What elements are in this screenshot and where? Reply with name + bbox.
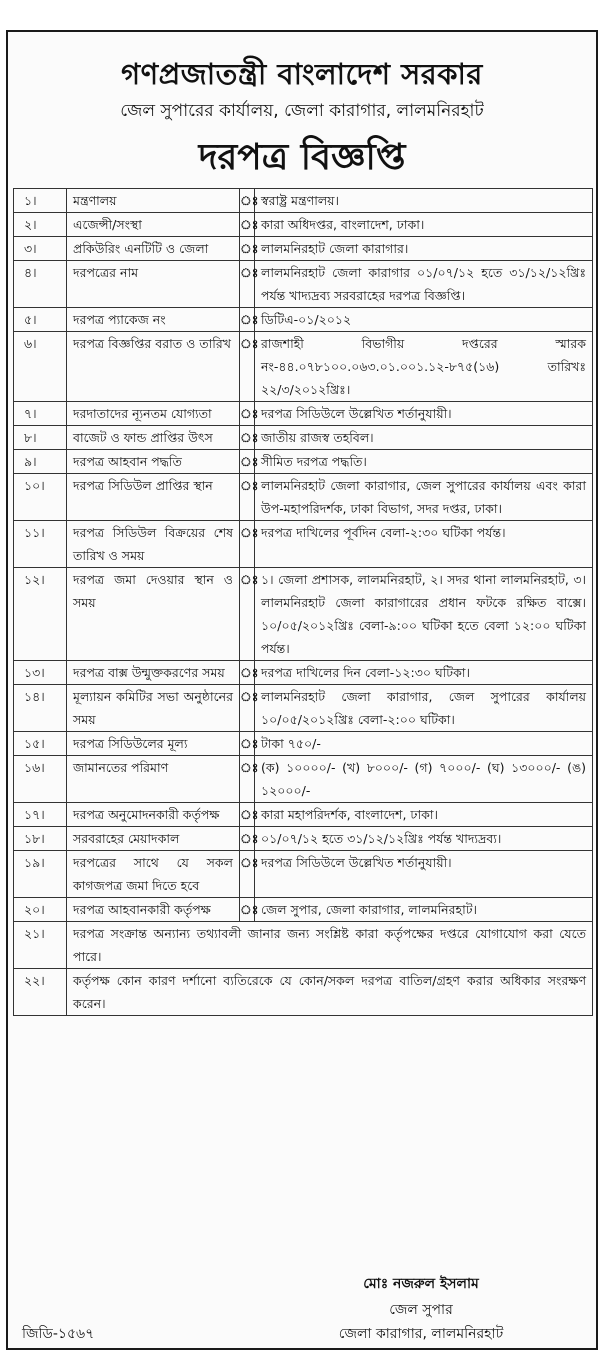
row-separator: ঃ — [240, 685, 255, 732]
row-serial: ৩। — [14, 237, 67, 261]
table-row — [14, 308, 593, 332]
table-row — [14, 521, 593, 568]
row-separator: ঃ — [240, 237, 255, 261]
row-value: দরপত্র সিডিউলে উল্লেখিত শর্তানুযায়ী। — [255, 402, 593, 426]
signatory-title: জেল সুপার — [389, 1302, 453, 1318]
table-row — [14, 474, 593, 521]
row-serial: ১৬। — [14, 756, 67, 803]
note-serial: ২১। — [14, 922, 67, 969]
row-value: লালমনিরহাট জেলা কারাগার, জেল সুপারের কার্যালয় এবং কারা উপ-মহাপরিদর্শক, ঢাকা বিভাগ, সদর দপ্তর, ঢাকা। — [255, 474, 593, 521]
row-label: দরপত্রের নাম — [67, 261, 240, 308]
row-serial: ৯। — [14, 450, 67, 474]
row-label: দরপত্র বাক্স উন্মুক্তকরণের সময় — [67, 661, 240, 685]
notice-title: দরপত্র বিজ্ঞপ্তি — [198, 137, 406, 178]
signatory-office: জেলা কারাগার, লালমনিরহাট — [338, 1326, 504, 1342]
row-serial: ৫। — [14, 308, 67, 332]
row-serial: ১২। — [14, 568, 67, 661]
row-separator: ঃ — [240, 898, 255, 922]
table-row — [14, 213, 593, 237]
row-label: দরপত্রের সাথে যে সকল কাগজপত্র জমা দিতে হবে — [67, 851, 240, 898]
note-text: কর্তৃপক্ষ কোন কারণ দর্শানো ব্যতিরেকে যে কোন/সকল দরপত্র বাতিল/গ্রহণ করার অধিকার সংরক্ষণ করেন। — [67, 969, 593, 1016]
row-separator: ঃ — [240, 308, 255, 332]
row-value: স্বরাষ্ট্র মন্ত্রণালয়। — [255, 189, 593, 213]
row-separator: ঃ — [240, 851, 255, 898]
row-separator: ঃ — [240, 827, 255, 851]
row-serial: ১১। — [14, 521, 67, 568]
row-separator: ঃ — [240, 568, 255, 661]
row-value: দরপত্র দাখিলের পূর্বদিন বেলা-২:৩০ ঘটিকা পর্যন্ত। — [255, 521, 593, 568]
row-value: জাতীয় রাজস্ব তহবিল। — [255, 426, 593, 450]
row-serial: ৬। — [14, 332, 67, 402]
row-serial: ২। — [14, 213, 67, 237]
row-serial: ১৯। — [14, 851, 67, 898]
row-serial: ৪। — [14, 261, 67, 308]
table-row — [14, 426, 593, 450]
row-serial: ১৩। — [14, 661, 67, 685]
row-value: দরপত্র দাখিলের দিন বেলা-১২:৩০ ঘটিকা। — [255, 661, 593, 685]
row-serial: ১৫। — [14, 732, 67, 756]
row-separator: ঃ — [240, 450, 255, 474]
row-separator: ঃ — [240, 521, 255, 568]
table-row — [14, 851, 593, 898]
row-separator: ঃ — [240, 756, 255, 803]
row-serial: ৮। — [14, 426, 67, 450]
row-separator: ঃ — [240, 426, 255, 450]
row-serial: ১৮। — [14, 827, 67, 851]
row-label: দরপত্র আহবানকারী কর্তৃপক্ষ — [67, 898, 240, 922]
row-value: জেল সুপার, জেলা কারাগার, লালমনিরহাট। — [255, 898, 593, 922]
row-serial: ১৪। — [14, 685, 67, 732]
row-label: জামানতের পরিমাণ — [67, 756, 240, 803]
row-value: রাজশাহী বিভাগীয় দপ্তরের স্মারক নং-৪৪.০৭৮১০০.০৬৩.০১.০০১.১২-৮৭৫(১৬) তারিখঃ ২২/৩/২০১২খ্রিঃ। — [255, 332, 593, 402]
table-row — [14, 756, 593, 803]
table-row — [14, 732, 593, 756]
row-value: টাকা ৭৫০/- — [255, 732, 593, 756]
table-row — [14, 261, 593, 308]
row-separator: ঃ — [240, 189, 255, 213]
row-label: দরপত্র সিডিউল বিক্রয়ের শেষ তারিখ ও সময় — [67, 521, 240, 568]
signatory-name: মোঃ নজরুল ইসলাম — [363, 1276, 479, 1292]
row-separator: ঃ — [240, 261, 255, 308]
row-value: লালমনিরহাট জেলা কারাগার ০১/০৭/১২ হতে ৩১/১২/১২খ্রিঃ পর্যন্ত খাদ্যদ্রব্য সরবরাহের দরপত্র বিজ্ঞপ্তি। — [255, 261, 593, 308]
row-serial: ২০। — [14, 898, 67, 922]
government-title: গণপ্রজাতন্ত্রী বাংলাদেশ সরকার — [121, 57, 483, 91]
row-separator: ঃ — [240, 332, 255, 402]
row-serial: ৭। — [14, 402, 67, 426]
row-value: লালমনিরহাট জেলা কারাগার, জেল সুপারের কার্যালয় ১০/০৫/২০১২খ্রিঃ বেলা-২:০০ ঘটিকা। — [255, 685, 593, 732]
row-label: মূল্যায়ন কমিটির সভা অনুষ্ঠানের সময় — [67, 685, 240, 732]
row-value: ডিটিএ-০১/২০১২ — [255, 308, 593, 332]
row-value: লালমনিরহাট জেলা কারাগার। — [255, 237, 593, 261]
row-serial: ১০। — [14, 474, 67, 521]
row-label: প্রকিউরিং এনটিটি ও জেলা — [67, 237, 240, 261]
signature-block — [8, 1266, 596, 1348]
table-row — [14, 332, 593, 402]
table-row — [14, 803, 593, 827]
row-label: দরপত্র প্যাকেজ নং — [67, 308, 240, 332]
table-row — [14, 685, 593, 732]
row-serial: ১। — [14, 189, 67, 213]
tender-details-table — [13, 188, 593, 1016]
row-value: কারা অধিদপ্তর, বাংলাদেশ, ঢাকা। — [255, 213, 593, 237]
row-value: দরপত্র সিডিউলে উল্লেখিত শর্তানুযায়ী। — [255, 851, 593, 898]
row-label: এজেন্সী/সংস্থা — [67, 213, 240, 237]
table-row — [14, 568, 593, 661]
table-row — [14, 450, 593, 474]
office-subtitle: জেল সুপারের কার্যালয়, জেলা কারাগার, লালমনিরহাট — [120, 101, 484, 121]
row-label: দরপত্র বিজ্ঞপ্তির বরাত ও তারিখ — [67, 332, 240, 402]
note-row — [14, 969, 593, 1016]
note-text: দরপত্র সংক্রান্ত অন্যান্য তথ্যাবলী জানার জন্য সংশ্লিষ্ট কারা কর্তৃপক্ষের দপ্তরে যোগাযোগ করা যেতে পারে। — [67, 922, 593, 969]
row-label: দরপত্র জমা দেওয়ার স্থান ও সময় — [67, 568, 240, 661]
table-row — [14, 237, 593, 261]
row-value: সীমিত দরপত্র পদ্ধতি। — [255, 450, 593, 474]
row-separator: ঃ — [240, 213, 255, 237]
row-value: ০১/০৭/১২ হতে ৩১/১২/১২খ্রিঃ পর্যন্ত খাদ্যদ্রব্য। — [255, 827, 593, 851]
row-label: দরদাতাদের ন্যূনতম যোগ্যতা — [67, 402, 240, 426]
note-serial: ২২। — [14, 969, 67, 1016]
row-separator: ঃ — [240, 803, 255, 827]
gd-number: জিডি-১৫৬৭ — [22, 1326, 95, 1342]
row-separator: ঃ — [240, 474, 255, 521]
row-label: দরপত্র অনুমোদনকারী কর্তৃপক্ষ — [67, 803, 240, 827]
row-value: (ক) ১০০০০/- (খ) ৮০০০/- (গ) ৭০০০/- (ঘ) ১৩০০০/- (ঙ) ১২০০০/- — [255, 756, 593, 803]
table-row — [14, 827, 593, 851]
row-label: দরপত্র আহবান পদ্ধতি — [67, 450, 240, 474]
row-label: দরপত্র সিডিউল প্রাপ্তির স্থান — [67, 474, 240, 521]
row-label: সরবরাহের মেয়াদকাল — [67, 827, 240, 851]
row-value: কারা মহাপরিদর্শক, বাংলাদেশ, ঢাকা। — [255, 803, 593, 827]
row-label: মন্ত্রণালয় — [67, 189, 240, 213]
tender-notice — [6, 30, 598, 1350]
note-row — [14, 922, 593, 969]
row-label: বাজেট ও ফান্ড প্রাপ্তির উৎস — [67, 426, 240, 450]
row-label: দরপত্র সিডিউলের মূল্য — [67, 732, 240, 756]
table-row — [14, 898, 593, 922]
table-row — [14, 402, 593, 426]
row-value: ১। জেলা প্রশাসক, লালমনিরহাট, ২। সদর থানা লালমনিরহাট, ৩। লালমনিরহাট জেলা কারাগারের প্রধান ফটকে রক্ষিত বাক্সে। ১০/০৫/২০১২খ্রিঃ বেলা-৯:০০ ঘটিকা হতে বেলা ১২:০০ ঘটিকা পর্যন্ত। — [255, 568, 593, 661]
row-separator: ঃ — [240, 661, 255, 685]
table-row — [14, 661, 593, 685]
row-serial: ১৭। — [14, 803, 67, 827]
table-row — [14, 189, 593, 213]
row-separator: ঃ — [240, 732, 255, 756]
row-separator: ঃ — [240, 402, 255, 426]
